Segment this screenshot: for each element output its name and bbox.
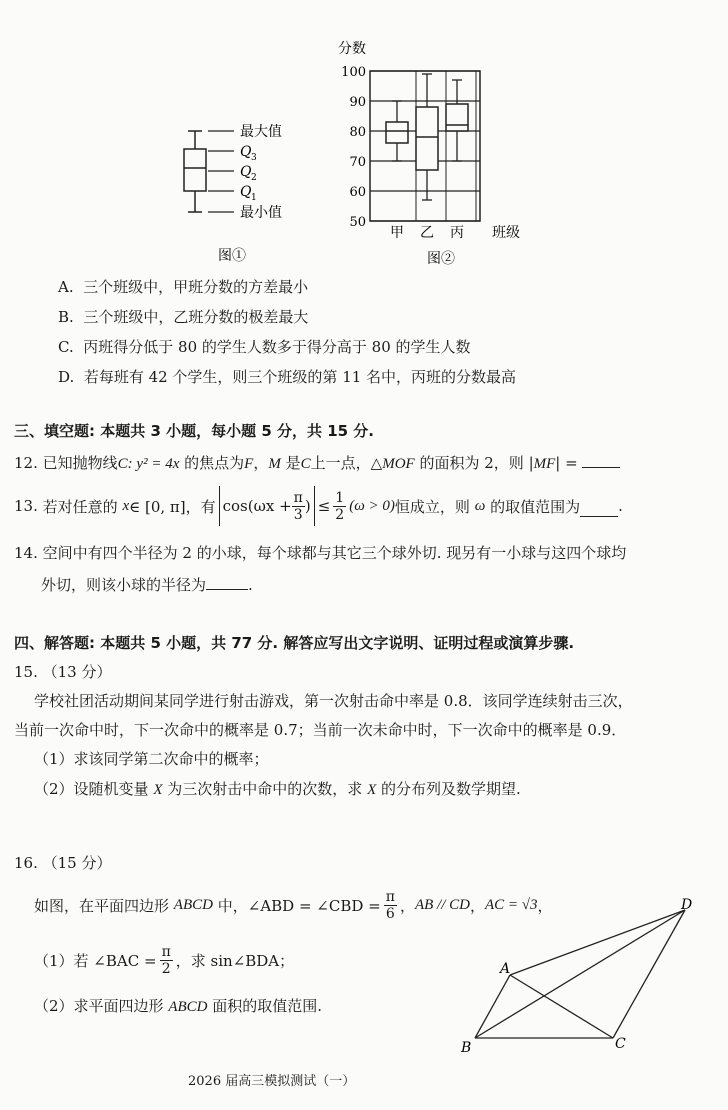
segment-cd	[613, 910, 685, 1038]
label-q1: Q	[240, 184, 252, 200]
question-15-line1: 学校社团活动期间某同学进行射击游戏，第一次射击命中率是 0.8．该同学连续射击三次，	[34, 692, 633, 710]
tick-y-100: 100	[341, 65, 366, 80]
question-16-sub2: （2）求平面四边形 ABCD 面积的取值范围.	[34, 997, 323, 1015]
option-a: A. 三个班级中，甲班分数的方差最小	[58, 278, 309, 296]
question-15-sub1: （1）求该同学第二次命中的概率；	[34, 750, 269, 768]
label-q3-sub: 3	[251, 153, 257, 163]
tick-x-甲: 甲	[390, 225, 404, 241]
point-a: A	[500, 961, 511, 977]
label-q2-sub: 2	[251, 173, 257, 183]
label-min: 最小值	[240, 205, 282, 221]
figure1-caption: 图①	[218, 248, 246, 264]
tick-y-50: 50	[349, 215, 366, 230]
figure2-caption: 图②	[427, 251, 455, 267]
tick-y-80: 80	[349, 125, 366, 140]
box-丙	[446, 104, 468, 131]
question-15-sub2: （2）设随机变量 X 为三次射击中命中的次数，求 X 的分布列及数学期望.	[34, 780, 521, 798]
answer-blank-13[interactable]	[580, 502, 618, 517]
section3-title: 三、填空题: 本题共 3 小题，每小题 5 分，共 15 分.	[14, 422, 375, 440]
question-14-line1: 14. 空间中有四个半径为 2 的小球，每个球都与其它三个球外切. 现另有一小球与这四个球均	[14, 544, 627, 562]
box-甲	[386, 122, 408, 143]
section4-title: 四、解答题: 本题共 5 小题，共 77 分. 解答应写出文字说明、证明过程或演算步骤.	[14, 634, 575, 652]
question-12: 12. 已知抛物线C: y² = 4x 的焦点为F，M 是C上一点，△MOF 的面积为 2，则 |MF| =	[14, 452, 620, 473]
answer-blank-12[interactable]	[582, 453, 620, 468]
option-b: B. 三个班级中，乙班分数的极差最大	[58, 308, 309, 326]
box-乙	[416, 107, 438, 170]
question-16-line1: 如图，在平面四边形 ABCD 中，∠ABD = ∠CBD = $\frac{\pi}{6}$ ， AB // CD ， AC = √3 ，	[34, 889, 553, 922]
quadrilateral-diagram	[455, 895, 705, 1060]
figure1-boxplot-legend	[170, 115, 310, 265]
label-q2: Q	[240, 164, 252, 180]
chart-xlabel: 班级	[492, 225, 520, 241]
question-15-header: 15. （13 分）	[14, 663, 112, 681]
question-16-header: 16. （15 分）	[14, 854, 112, 872]
answer-blank-14[interactable]	[206, 575, 248, 590]
figure2-boxplot-chart	[330, 35, 550, 270]
question-13: 13. 若对任意的 x ∈ [0, π]，有 cos(ωx + $\frac{\pi}{3}$ ) ≤ $\frac{1}{2}$ (ω > 0) 恒成立，则 ω 的取值范围为 .	[14, 486, 623, 526]
point-c: C	[615, 1036, 626, 1052]
question-14-line2: 外切，则该小球的半径为 .	[41, 576, 253, 594]
tick-x-丙: 丙	[450, 225, 464, 241]
tick-y-70: 70	[349, 155, 366, 170]
tick-y-90: 90	[349, 95, 366, 110]
question-16-sub1: （1）若 ∠BAC = $\frac{\pi}{2}$ ，求 sin∠BDA；	[34, 944, 295, 977]
point-d: D	[681, 897, 693, 913]
footer-exam-title: 2026 届高三模拟测试（一）	[188, 1074, 356, 1089]
point-b: B	[461, 1040, 472, 1056]
label-q3: Q	[240, 144, 252, 160]
label-max: 最大值	[240, 124, 282, 140]
option-c: C. 丙班得分低于 80 的学生人数多于得分高于 80 的学生人数	[58, 338, 471, 356]
segment-ab	[475, 975, 510, 1038]
tick-y-60: 60	[349, 185, 366, 200]
segment-ad	[510, 910, 685, 975]
tick-x-乙: 乙	[420, 225, 434, 241]
chart-ylabel: 分数	[338, 41, 366, 57]
option-d: D. 若每班有 42 个学生，则三个班级的第 11 名中，丙班的分数最高	[58, 368, 517, 386]
label-q1-sub: 1	[251, 193, 257, 203]
question-15-line2: 当前一次命中时，下一次命中的概率是 0.7；当前一次未命中时，下一次命中的概率是 0.9．	[14, 721, 627, 739]
